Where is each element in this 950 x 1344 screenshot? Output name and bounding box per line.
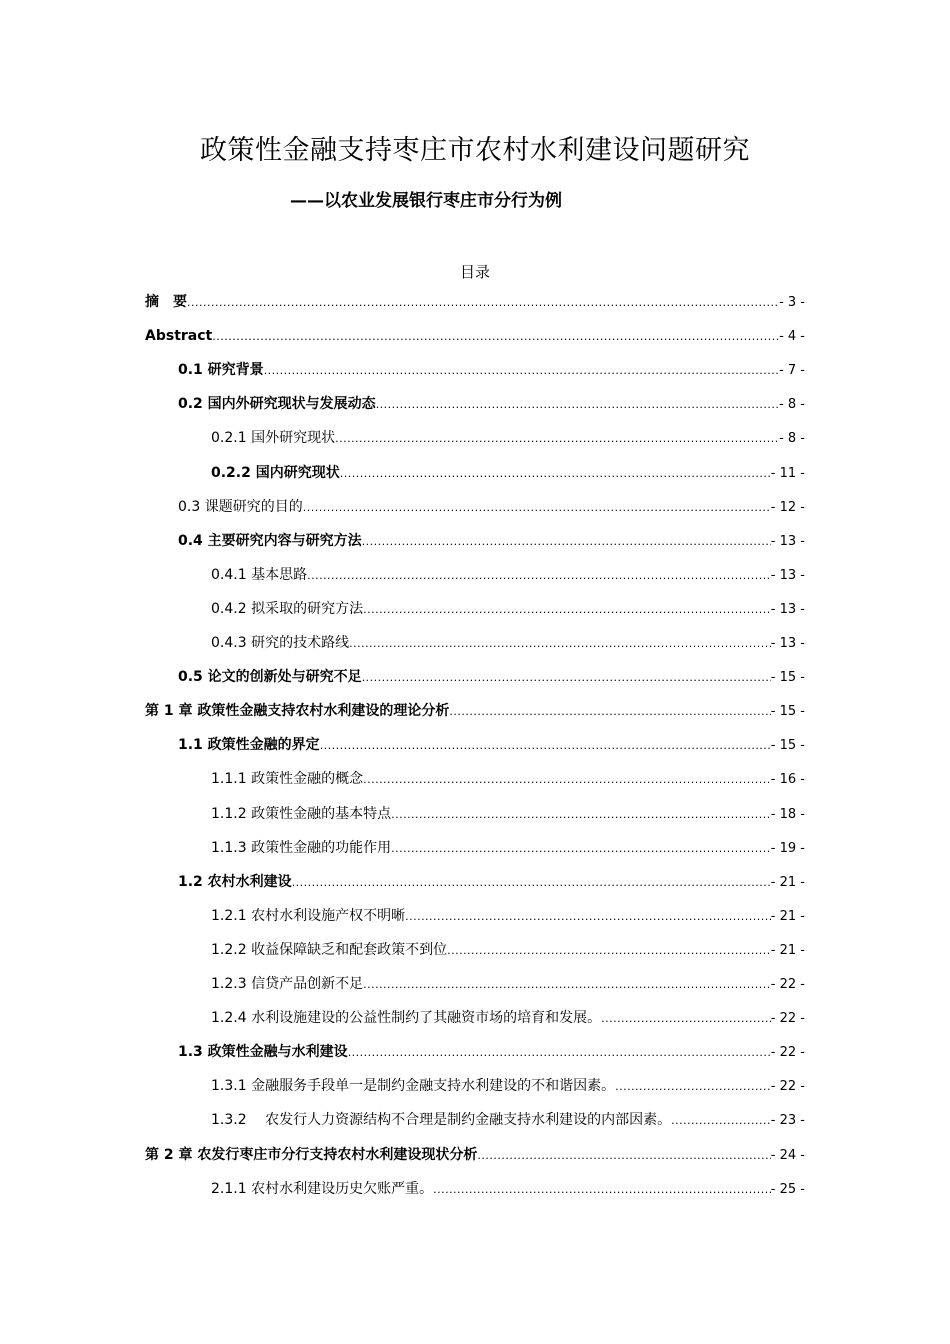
toc-entry-page: - 3 - bbox=[779, 295, 805, 310]
toc-entry-page: - 13 - bbox=[770, 567, 805, 583]
toc-entry[interactable] bbox=[178, 358, 805, 382]
toc-entry-page: - 8 - bbox=[779, 397, 805, 413]
toc-entry-page: - 21 - bbox=[770, 908, 805, 924]
toc-leader-dots bbox=[187, 291, 779, 315]
toc-entry-page: - 22 - bbox=[770, 977, 805, 992]
toc-leader-dots bbox=[601, 1007, 771, 1031]
toc-entry[interactable] bbox=[145, 324, 805, 348]
toc-entry[interactable] bbox=[211, 631, 805, 655]
toc-leader-dots bbox=[615, 1075, 771, 1099]
toc-leader-dots bbox=[320, 734, 771, 758]
toc-entry[interactable] bbox=[211, 1177, 805, 1201]
toc-entry-title: 1.1.2 政策性金融的基本特点 bbox=[211, 805, 392, 822]
toc-entry-title: 1.2.2 收益保障缺乏和配套政策不到位 bbox=[211, 941, 448, 958]
toc-entry-title: 1.3.1 金融服务手段单一是制约金融支持水利建设的不和谐因素。 bbox=[211, 1078, 616, 1095]
toc-entry-page: - 15 - bbox=[770, 704, 805, 720]
toc-entry-title: 1.2 农村水利建设 bbox=[178, 873, 292, 890]
toc-entry-page: - 21 - bbox=[770, 942, 805, 958]
toc-entry-title: 1.3.2 农发行人力资源结构不合理是制约金融支持水利建设的内部因素。 bbox=[211, 1112, 672, 1129]
toc-entry-page: - 13 - bbox=[770, 636, 805, 651]
toc-entry[interactable] bbox=[211, 802, 805, 826]
toc-entry-title: 0.5 论文的创新处与研究不足 bbox=[178, 669, 362, 686]
toc-leader-dots bbox=[671, 1109, 771, 1133]
toc-leader-dots bbox=[264, 359, 779, 383]
toc-entry-page: - 15 - bbox=[770, 738, 805, 754]
toc-entry[interactable] bbox=[211, 597, 805, 621]
toc-entry[interactable] bbox=[178, 665, 805, 689]
toc-entry-page: - 11 - bbox=[770, 465, 805, 481]
toc-entry-title: 0.4.3 研究的技术路线 bbox=[211, 635, 350, 651]
toc-entry-page: - 13 - bbox=[770, 533, 805, 549]
toc-leader-dots bbox=[340, 462, 771, 486]
toc-entry[interactable] bbox=[145, 290, 805, 314]
toc-leader-dots bbox=[477, 1144, 770, 1168]
toc-entry[interactable] bbox=[211, 1006, 805, 1030]
toc-entry-title: 第 1 章 政策性金融支持农村水利建设的理论分析 bbox=[145, 703, 450, 720]
toc-entry-page: - 12 - bbox=[770, 499, 805, 515]
toc-entry-title: 第 2 章 农发行枣庄市分行支持农村水利建设现状分析 bbox=[145, 1146, 478, 1163]
toc-entry[interactable] bbox=[211, 1108, 805, 1132]
toc-entry[interactable] bbox=[211, 1074, 805, 1098]
toc-entry-page: - 8 - bbox=[779, 431, 805, 447]
toc-entry-page: - 21 - bbox=[770, 874, 805, 890]
toc-entry-page: - 19 - bbox=[770, 840, 805, 856]
toc-entry-title: 1.1.1 政策性金融的概念 bbox=[211, 771, 364, 788]
toc-entry[interactable] bbox=[178, 733, 805, 757]
toc-entry-page: - 24 - bbox=[770, 1147, 805, 1163]
toc-entry-title: 1.1 政策性金融的界定 bbox=[178, 737, 320, 754]
toc-leader-dots bbox=[307, 564, 771, 588]
toc-entry[interactable] bbox=[145, 699, 805, 723]
toc-entry-title: 1.1.3 政策性金融的功能作用 bbox=[211, 839, 392, 856]
toc-entry-title: 2.1.1 农村水利建设历史欠账严重。 bbox=[211, 1180, 434, 1197]
toc-leader-dots bbox=[292, 871, 771, 895]
toc-leader-dots bbox=[391, 837, 771, 861]
toc-entry-title: 0.2.2 国内研究现状 bbox=[211, 464, 340, 481]
toc-entry-title: 0.2.1 国外研究现状 bbox=[211, 430, 336, 447]
toc-leader-dots bbox=[376, 393, 779, 417]
toc-entry[interactable] bbox=[211, 972, 805, 996]
toc-entry-page: - 4 - bbox=[779, 329, 805, 345]
toc-entry-page: - 7 - bbox=[779, 363, 805, 379]
toc-entry[interactable] bbox=[211, 938, 805, 962]
toc-leader-dots bbox=[405, 905, 771, 929]
toc-entry[interactable] bbox=[178, 529, 805, 553]
toc-leader-dots bbox=[362, 666, 771, 690]
toc-entry-page: - 22 - bbox=[770, 1011, 805, 1027]
toc-heading: 目录 bbox=[459, 263, 490, 281]
toc-entry-page: - 23 - bbox=[770, 1113, 805, 1129]
toc-leader-dots bbox=[303, 496, 771, 520]
toc-leader-dots bbox=[348, 1041, 771, 1065]
toc-leader-dots bbox=[433, 1178, 771, 1202]
toc-leader-dots bbox=[391, 803, 771, 827]
toc-entry[interactable] bbox=[211, 563, 805, 587]
toc-leader-dots bbox=[447, 939, 771, 963]
toc-leader-dots bbox=[335, 427, 779, 451]
toc-entry[interactable] bbox=[211, 426, 805, 450]
toc-leader-dots bbox=[212, 325, 779, 349]
toc-entry-title: 0.4.2 拟采取的研究方法 bbox=[211, 600, 364, 617]
toc-entry[interactable] bbox=[178, 1040, 805, 1064]
toc-entry-page: - 22 - bbox=[770, 1045, 805, 1061]
toc-entry-title: 1.2.4 水利设施建设的公益性制约了其融资市场的培育和发展。 bbox=[211, 1010, 602, 1027]
toc-entry[interactable] bbox=[145, 1143, 805, 1167]
toc-entry[interactable] bbox=[211, 461, 805, 485]
toc-entry-title: 摘 要 bbox=[145, 294, 187, 310]
toc-entry-title: 0.4 主要研究内容与研究方法 bbox=[178, 532, 362, 549]
toc-leader-dots bbox=[363, 973, 771, 997]
toc-entry-page: - 25 - bbox=[770, 1181, 805, 1197]
toc-entry[interactable] bbox=[211, 836, 805, 860]
toc-entry-title: 0.2 国内外研究现状与发展动态 bbox=[178, 396, 376, 413]
toc-entry[interactable] bbox=[211, 767, 805, 791]
toc-leader-dots bbox=[362, 530, 771, 554]
toc-entry[interactable] bbox=[211, 904, 805, 928]
toc-entry-title: 0.3 课题研究的目的 bbox=[178, 498, 303, 515]
toc-entry-title: 1.2.1 农村水利设施产权不明晰 bbox=[211, 907, 406, 924]
toc-entry-page: - 22 - bbox=[770, 1079, 805, 1095]
toc-entry-page: - 16 - bbox=[770, 772, 805, 788]
toc-entry-page: - 15 - bbox=[770, 670, 805, 686]
toc-leader-dots bbox=[363, 598, 771, 622]
toc-entry-page: - 18 - bbox=[770, 806, 805, 822]
toc-entry[interactable] bbox=[178, 392, 805, 416]
toc-leader-dots bbox=[449, 700, 770, 724]
document-title: 政策性金融支持枣庄市农村水利建设问题研究 bbox=[200, 135, 750, 166]
toc-entry[interactable] bbox=[178, 870, 805, 894]
toc-entry[interactable] bbox=[178, 495, 805, 519]
toc-entry-title: 1.3 政策性金融与水利建设 bbox=[178, 1044, 348, 1061]
toc-entry-title: 1.2.3 信贷产品创新不足 bbox=[211, 976, 364, 992]
toc-entry-title: 0.4.1 基本思路 bbox=[211, 566, 308, 583]
toc-leader-dots bbox=[363, 768, 771, 792]
toc-leader-dots bbox=[349, 632, 771, 656]
toc-entry-title: 0.1 研究背景 bbox=[178, 362, 264, 379]
toc-entry-title: Abstract bbox=[145, 328, 213, 345]
toc-entry-page: - 13 - bbox=[770, 601, 805, 617]
document-subtitle: ——以农业发展银行枣庄市分行为例 bbox=[290, 191, 562, 211]
